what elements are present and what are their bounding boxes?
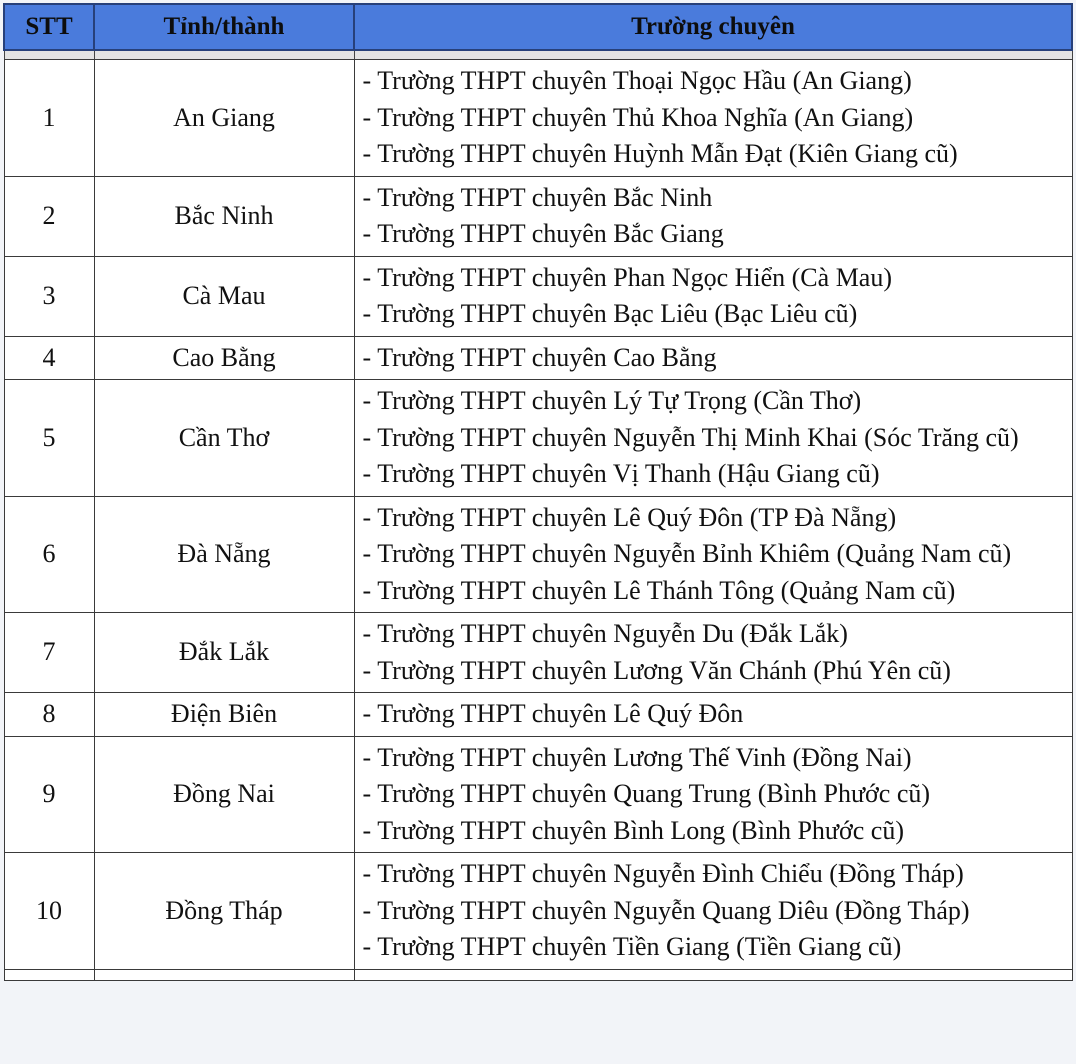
row-stt: 2	[4, 176, 94, 256]
row-stt: 9	[4, 736, 94, 853]
row-schools	[354, 60, 1072, 177]
table-row	[4, 176, 1072, 256]
table-row	[4, 256, 1072, 336]
school-item: - Trường THPT chuyên Phan Ngọc Hiển (Cà Mau)	[362, 262, 893, 292]
table-row	[4, 736, 1072, 853]
school-item: - Trường THPT chuyên Cao Bằng	[362, 342, 717, 372]
row-schools	[354, 496, 1072, 613]
header-schools: Trường chuyên	[354, 4, 1072, 50]
row-schools	[354, 256, 1072, 336]
school-item: - Trường THPT chuyên Bạc Liêu (Bạc Liêu cũ)	[362, 299, 858, 328]
table-row	[4, 496, 1072, 613]
row-schools	[354, 693, 1072, 737]
row-schools	[354, 853, 1072, 970]
row-stt: 5	[4, 380, 94, 497]
row-stt: 4	[4, 336, 94, 380]
school-item: - Trường THPT chuyên Lê Thánh Tông (Quảng Nam cũ)	[362, 575, 956, 605]
row-schools	[354, 736, 1072, 853]
school-item: - Trường THPT chuyên Bắc Ninh	[362, 182, 713, 212]
table-header	[4, 4, 1072, 50]
school-item: - Trường THPT chuyên Thoại Ngọc Hầu (An Giang)	[362, 66, 912, 95]
school-item: - Trường THPT chuyên Tiền Giang (Tiền Giang cũ)	[362, 932, 902, 961]
school-item: - Trường THPT chuyên Nguyễn Quang Diêu (Đồng Tháp)	[362, 895, 970, 925]
row-province: Bắc Ninh	[94, 176, 354, 256]
row-stt: 7	[4, 613, 94, 693]
header-province: Tỉnh/thành	[94, 4, 354, 50]
row-schools	[354, 336, 1072, 380]
row-province: An Giang	[94, 60, 354, 177]
row-schools	[354, 380, 1072, 497]
row-province: Đà Nẵng	[94, 496, 354, 613]
school-item: - Trường THPT chuyên Thủ Khoa Nghĩa (An Giang)	[362, 102, 914, 132]
school-item: - Trường THPT chuyên Vị Thanh (Hậu Giang cũ)	[362, 459, 880, 488]
school-item: - Trường THPT chuyên Nguyễn Thị Minh Khai (Sóc Trăng cũ)	[362, 422, 1019, 452]
schools-table	[3, 3, 1073, 981]
school-item: - Trường THPT chuyên Lê Quý Đôn	[362, 699, 744, 728]
table-row	[4, 336, 1072, 380]
school-item: - Trường THPT chuyên Nguyễn Đình Chiểu (Đồng Tháp)	[362, 859, 964, 888]
table-row	[4, 380, 1072, 497]
row-stt: 10	[4, 853, 94, 970]
row-province: Đồng Tháp	[94, 853, 354, 970]
school-item: - Trường THPT chuyên Bình Long (Bình Phước cũ)	[362, 815, 905, 845]
school-item: - Trường THPT chuyên Huỳnh Mẫn Đạt (Kiên Giang cũ)	[362, 139, 958, 168]
school-item: - Trường THPT chuyên Nguyễn Du (Đắk Lắk)	[362, 619, 848, 648]
table-body	[4, 50, 1072, 980]
row-province: Đồng Nai	[94, 736, 354, 853]
row-schools	[354, 613, 1072, 693]
row-province: Điện Biên	[94, 693, 354, 737]
header-stt: STT	[4, 4, 94, 50]
school-item: - Trường THPT chuyên Bắc Giang	[362, 219, 724, 248]
school-item: - Trường THPT chuyên Lương Thế Vinh (Đồng Nai)	[362, 742, 912, 772]
row-stt: 3	[4, 256, 94, 336]
table-row-partial	[4, 969, 1072, 980]
row-stt: 1	[4, 60, 94, 177]
header-separator	[4, 50, 1072, 60]
row-stt: 8	[4, 693, 94, 737]
row-stt: 6	[4, 496, 94, 613]
row-province: Cao Bằng	[94, 336, 354, 380]
row-schools	[354, 176, 1072, 256]
table-row	[4, 60, 1072, 177]
school-item: - Trường THPT chuyên Nguyễn Bỉnh Khiêm (Quảng Nam cũ)	[362, 539, 1012, 568]
row-province: Cà Mau	[94, 256, 354, 336]
school-item: - Trường THPT chuyên Lý Tự Trọng (Cần Thơ)	[362, 386, 862, 415]
row-province: Đắk Lắk	[94, 613, 354, 693]
table-row	[4, 613, 1072, 693]
table-row	[4, 693, 1072, 737]
row-province: Cần Thơ	[94, 380, 354, 497]
table-row	[4, 853, 1072, 970]
school-item: - Trường THPT chuyên Lương Văn Chánh (Phú Yên cũ)	[362, 655, 951, 685]
school-item: - Trường THPT chuyên Quang Trung (Bình Phước cũ)	[362, 779, 931, 808]
school-item: - Trường THPT chuyên Lê Quý Đôn (TP Đà Nẵng)	[362, 502, 897, 532]
